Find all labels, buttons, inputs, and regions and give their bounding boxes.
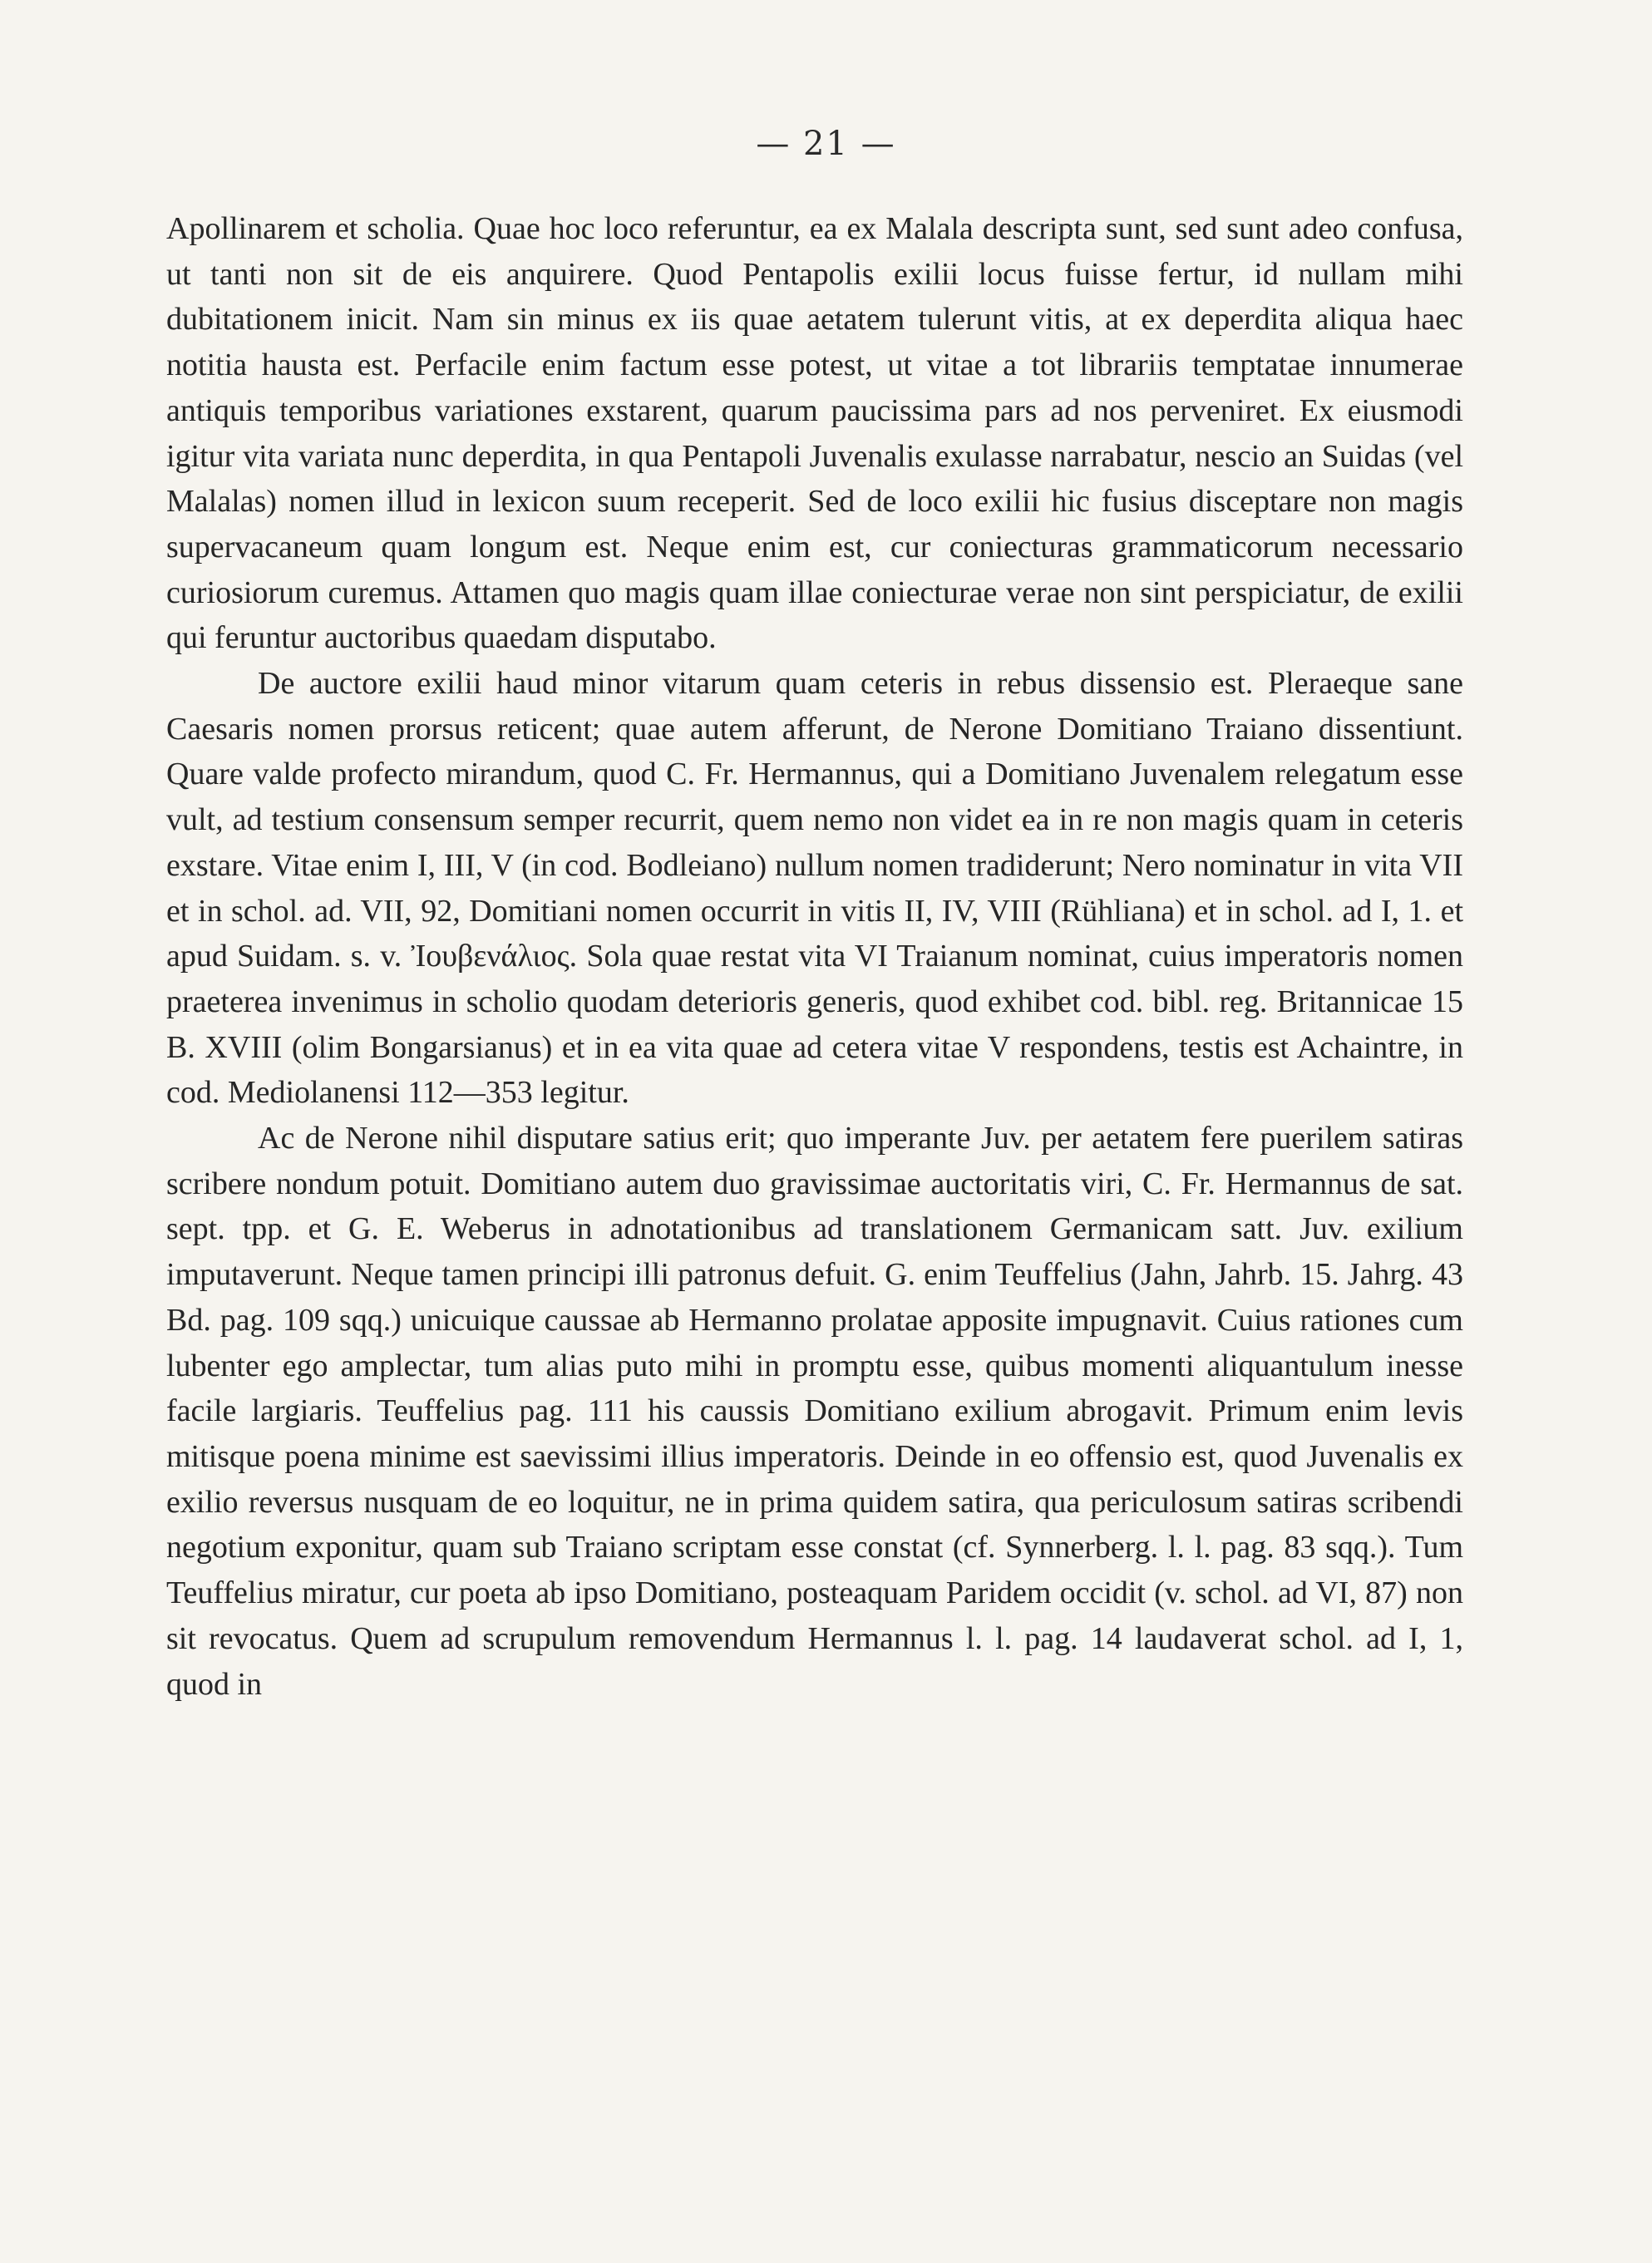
- body-text: [166, 206, 1463, 1707]
- page-number: — 21 —: [756, 125, 896, 163]
- paragraph-3: Ac de Nerone nihil disputare satius erit; quo imperante Juv. per aetatem fere puerilem satiras scribere nondum potuit. Domitiano autem duo gravissimae auctoritatis viri, C. Fr. Hermannus de sat. sept. tpp. et G. E. Weberus in adnotationibus ad translationem Germanicam satt. Juv. exilium imputaverunt. Neque tamen principi illi patronus defuit. G. enim Teuffelius (Jahn, Jahrb. 15. Jahrg. 43 Bd. pag. 109 sqq.) unicuique caussae ab Hermanno prolatae apposite impugnavit. Cuius rationes cum lubenter ego amplectar, tum alias puto mihi in promptu esse, quibus momenti aliquantulum inesse facile largiaris. Teuffelius pag. 111 his caussis Domitiano exilium abrogavit. Primum enim levis mitisque poena minime est saevissimi illius imperatoris. Deinde in eo offensio est, quod Juvenalis ex exilio reversus nusquam de eo loquitur, ne in prima quidem satira, qua periculosum satiras scribendi negotium exponitur, quam sub Traiano scriptam esse constat (cf. Synnerberg. l. l. pag. 83 sqq.). Tum Teuffelius miratur, cur poeta ab ipso Domitiano, posteaquam Paridem occidit (v. schol. ad VI, 87) non sit revocatus. Quem ad scrupulum removendum Hermannus l. l. pag. 14 laudaverat schol. ad I, 1, quod in: [166, 1121, 1463, 1702]
- paragraph-2: De auctore exilii haud minor vitarum quam ceteris in rebus dissensio est. Pleraeque sane Caesaris nomen prorsus reticent; quae autem afferunt, de Nerone Domitiano Traiano dissentiunt. Quare valde profecto mirandum, quod C. Fr. Hermannus, qui a Domitiano Juvenalem relegatum esse vult, ad testium consensum semper recurrit, quem nemo non videt ea in re non magis quam in ceteris exstare. Vitae enim I, III, V (in cod. Bodleiano) nullum nomen tradiderunt; Nero nominatur in vita VII et in schol. ad. VII, 92, Domitiani nomen occurrit in vitis II, IV, VIII (Rühliana) et in schol. ad I, 1. et apud Suidam. s. v. Ἰουβενάλιος. Sola quae restat vita VI Traianum nominat, cuius imperatoris nomen praeterea invenimus in scholio quodam deterioris generis, quod exhibet cod. bibl. reg. Britannicae 15 B. XVIII (olim Bongarsianus) et in ea vita quae ad cetera vitae V respondens, testis est Achaintre, in cod. Mediolanensi 112—353 legitur.: [166, 666, 1463, 1111]
- paragraph-1: Apollinarem et scholia. Quae hoc loco referuntur, ea ex Malala descripta sunt, sed sunt adeo confusa, ut tanti non sit de eis anquirere. Quod Pentapolis exilii locus fuisse fertur, id nullam mihi dubitationem inicit. Nam sin minus ex iis quae aetatem tulerunt vitis, at ex deperdita aliqua haec notitia hausta est. Perfacile enim factum esse potest, ut vitae a tot librariis temptatae innumerae antiquis temporibus variationes exstarent, quarum paucissima pars ad nos perveniret. Ex eiusmodi igitur vita variata nunc deperdita, in qua Pentapoli Juvenalis exulasse narrabatur, nescio an Suidas (vel Malalas) nomen illud in lexicon suum receperit. Sed de loco exilii hic fusius disceptare non magis supervacaneum quam longum est. Neque enim est, cur coniecturas grammaticorum necessario curiosiorum curemus. Attamen quo magis quam illae coniecturae verae non sint perspiciatur, de exilii qui feruntur auctoribus quaedam disputabo.: [166, 211, 1463, 656]
